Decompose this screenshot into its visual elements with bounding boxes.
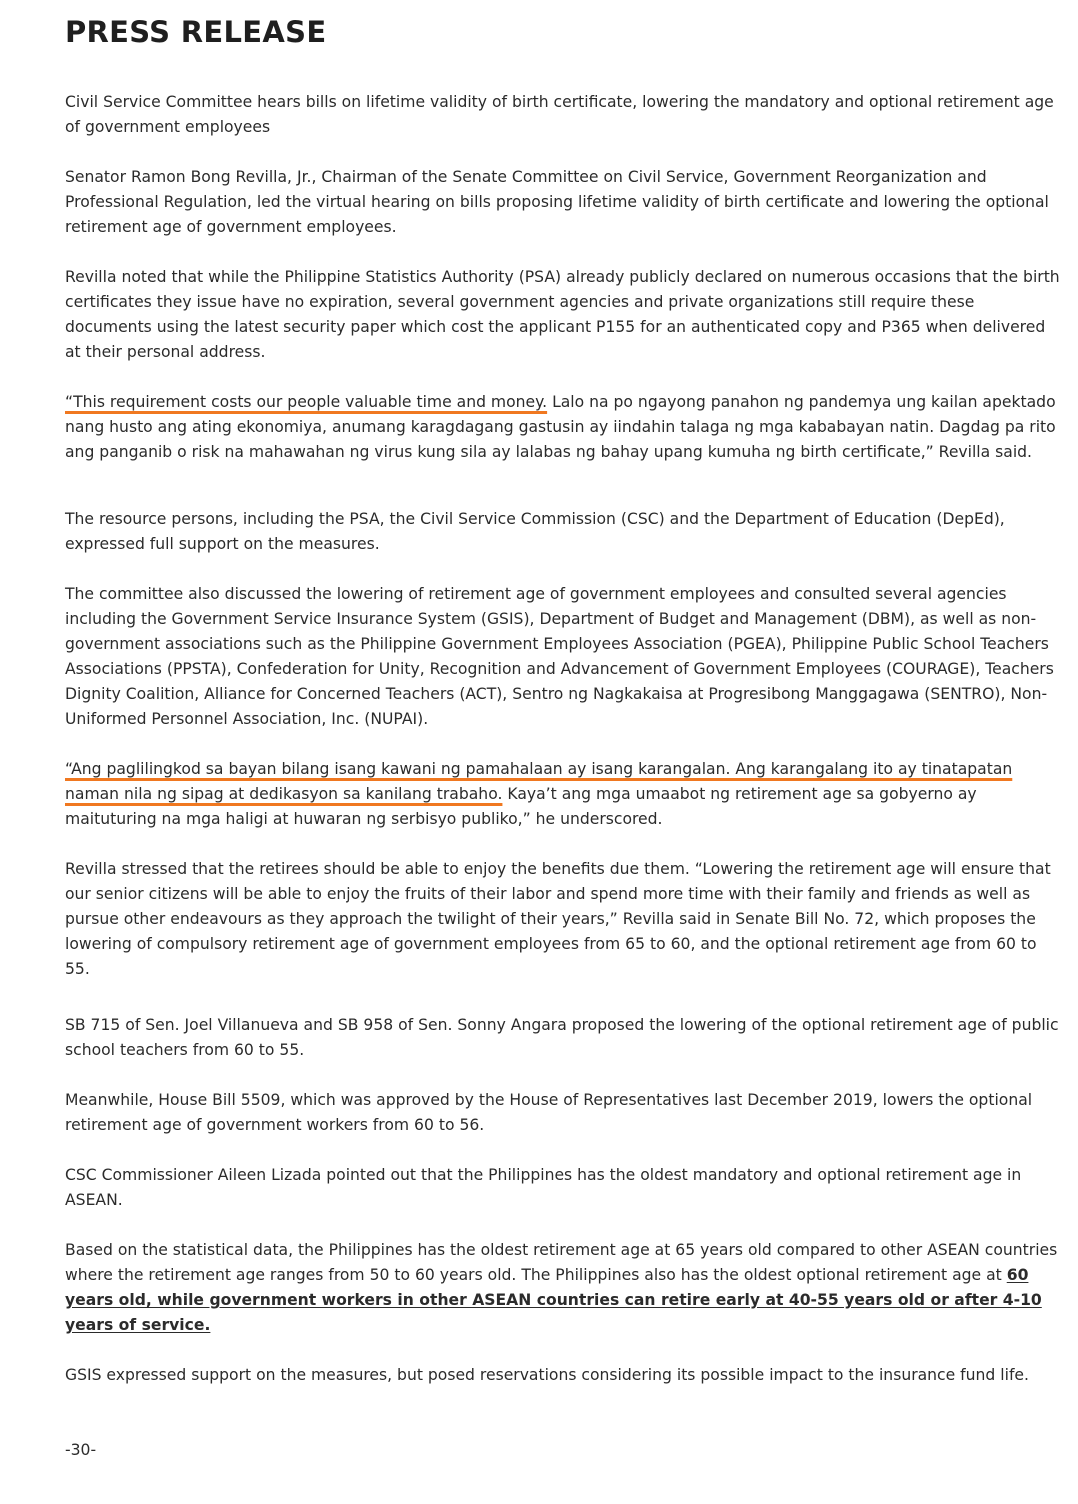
body-paragraph-statistical-data xyxy=(65,1238,1060,1338)
headline-paragraph: Civil Service Committee hears bills on lifetime validity of birth certificate, lowering the mandatory and optional retirement age of government employees xyxy=(65,93,1054,136)
quote-paragraph-paglilingkod xyxy=(65,757,1060,832)
body-paragraph-revilla-hearing: Senator Ramon Bong Revilla, Jr., Chairman of the Senate Committee on Civil Service, Government Reorganization and Professional Regulation, led the virtual hearing on bills proposing lifetime validity of birth certificate and lowering the optional retirement age of government employees. xyxy=(65,168,1049,236)
quote-continuation: Lalo na po ngayong panahon ng pandemya ung kailan apektado nang husto ang ating ekonomiya, anumang karagdagang gastusin ay iindahin talaga ng mga kababayan natin. Dagdag pa rito ang panganib o risk na mahawahan ng virus kung sila ay lalabas ng bahay upang kumuha ng birth certificate,” Revilla said. xyxy=(65,393,1056,461)
quote-paragraph-requirement xyxy=(65,390,1060,465)
page-title: PRESS RELEASE xyxy=(65,15,327,49)
body-paragraph-revilla-stressed: Revilla stressed that the retirees should be able to enjoy the benefits due them. “Lowering the retirement age will ensure that our senior citizens will be able to enjoy the fruits of their labor and spend more time with their family and friends as well as pursue other endeavours as they approach the twilight of their years,” Revilla said in Senate Bill No. 72, which proposes the lowering of compulsory retirement age of government employees from 65 to 60, and the optional retirement age from 60 to 55. xyxy=(65,860,1051,978)
end-mark: -30- xyxy=(65,1441,97,1459)
body-paragraph-committee-consulted: The committee also discussed the lowering of retirement age of government employees and consulted several agencies including the Government Service Insurance System (GSIS), Department of Budget and Management (DBM), as well as non-government associations such as the Philippine Government Employees Association (PGEA), Philippine Public School Teachers Associations (PPSTA), Confederation for Unity, Recognition and Advancement of Government Employees (COURAGE), Teachers Dignity Coalition, Alliance for Concerned Teachers (ACT), Sentro ng Nagkakaisa at Progresibong Manggagawa (SENTRO), Non-Uniformed Personnel Association, Inc. (NUPAI). xyxy=(65,585,1054,728)
quote-continuation: Kaya’t ang mga umaabot ng retirement age sa gobyerno ay maituturing na mga haligi at huwaran ng serbisyo publiko,” he underscored. xyxy=(65,785,977,828)
body-paragraph-resource-persons: The resource persons, including the PSA, the Civil Service Commission (CSC) and the Department of Education (DepEd), expressed full support on the measures. xyxy=(65,510,1005,553)
body-paragraph-house-bill: Meanwhile, House Bill 5509, which was approved by the House of Representatives last December 2019, lowers the optional retirement age of government workers from 60 to 56. xyxy=(65,1091,1033,1134)
highlighted-quote: “Ang paglilingkod sa bayan bilang isang kawani ng pamahalaan ay isang karangalan. Ang karangalang ito ay tinatapatan naman nila ng sipag at dedikasyon sa kanilang trabaho. xyxy=(65,760,1013,803)
body-paragraph-gsis: GSIS expressed support on the measures, but posed reservations considering its possible impact to the insurance fund life. xyxy=(65,1366,1029,1384)
body-paragraph-sb715: SB 715 of Sen. Joel Villanueva and SB 958 of Sen. Sonny Angara proposed the lowering of the optional retirement age of public school teachers from 60 to 55. xyxy=(65,1016,1059,1059)
statistical-text: Based on the statistical data, the Philippines has the oldest retirement age at 65 years old compared to other ASEAN countries where the retirement age ranges from 50 to 60 years old. The Philippines also has the oldest optional retirement age at xyxy=(65,1241,1058,1284)
body-paragraph-psa: Revilla noted that while the Philippine Statistics Authority (PSA) already publicly declared on numerous occasions that the birth certificates they issue have no expiration, several government agencies and private organizations still require these documents using the latest security paper which cost the applicant P155 for an authenticated copy and P365 when delivered at their personal address. xyxy=(65,268,1060,361)
body-paragraph-csc-commissioner: CSC Commissioner Aileen Lizada pointed out that the Philippines has the oldest mandatory and optional retirement age in ASEAN. xyxy=(65,1166,1022,1209)
highlighted-quote: “This requirement costs our people valuable time and money. xyxy=(65,393,548,411)
bold-underlined-text: 60 years old, while government workers in other ASEAN countries can retire early at 40-55 years old or after 4-10 years of service. xyxy=(65,1266,1042,1334)
